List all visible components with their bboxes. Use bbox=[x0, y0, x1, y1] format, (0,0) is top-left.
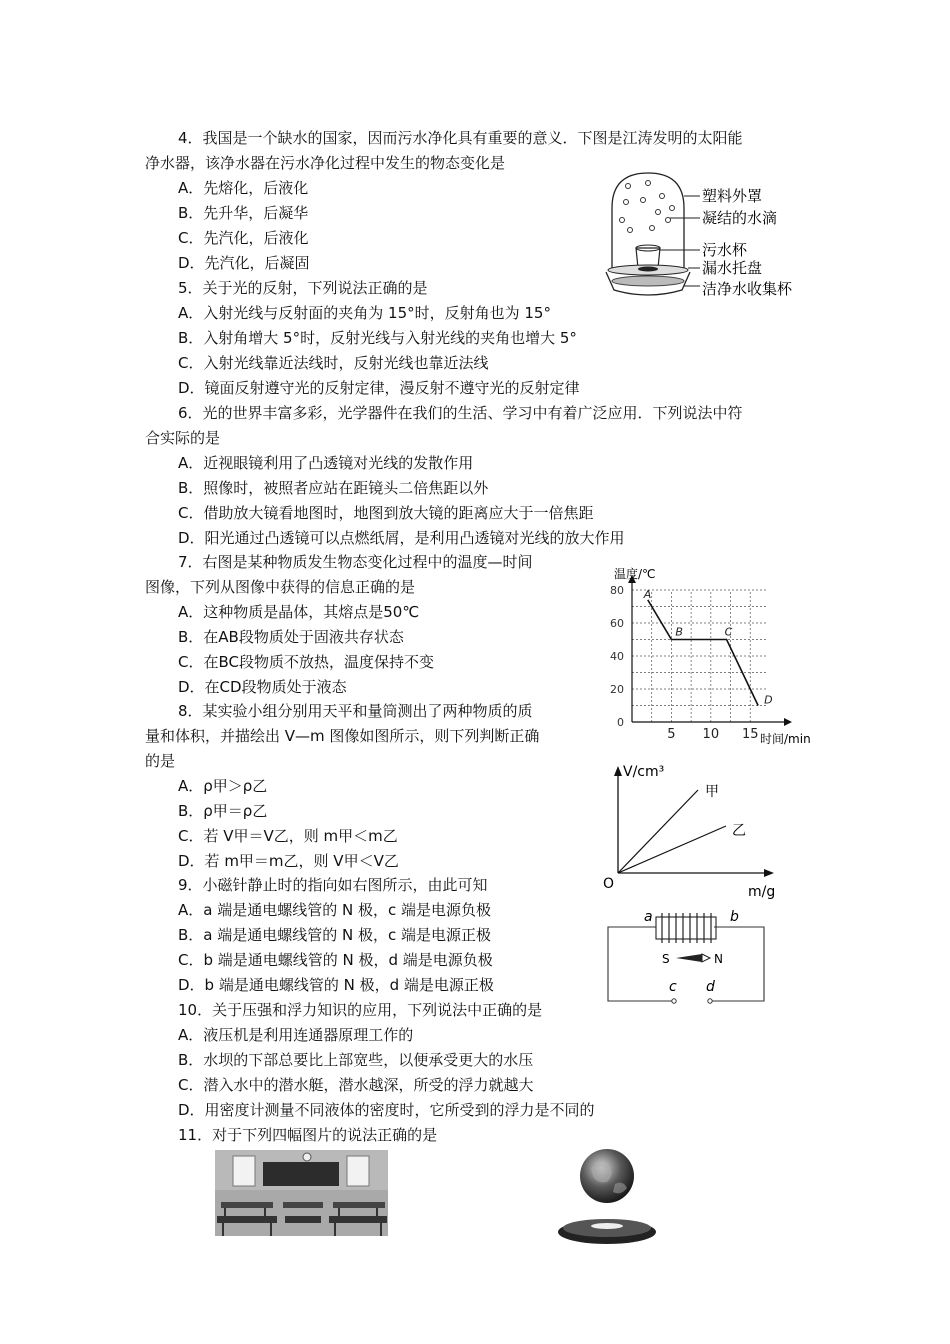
needle-s: S bbox=[662, 952, 670, 966]
q5-stem: 5．关于光的反射，下列说法正确的是 bbox=[178, 279, 428, 297]
temperature-time-chart bbox=[600, 560, 815, 750]
q10-option-a: A．液压机是利用连通器原理工作的 bbox=[178, 1026, 414, 1044]
q9-stem: 9．小磁针静止时的指向如右图所示，由此可知 bbox=[178, 876, 488, 894]
x-axis-arrow bbox=[784, 718, 792, 726]
label-dirty-water-cup: 污水杯 bbox=[702, 241, 748, 259]
vm-xlabel: m/g bbox=[748, 884, 776, 900]
temperature-curve bbox=[648, 600, 758, 706]
q7-option-b: B．在AB段物质处于固液共存状态 bbox=[178, 628, 404, 646]
q4-option-a: A．先熔化，后液化 bbox=[178, 179, 309, 197]
q10-stem: 10．关于压强和浮力知识的应用，下列说法中正确的是 bbox=[178, 1001, 543, 1019]
q10-option-d: D．用密度计测量不同液体的密度时，它所受到的浮力是不同的 bbox=[178, 1101, 595, 1119]
q5-option-b: B．入射角增大 5°时，反射光线与入射光线的夹角也增大 5° bbox=[178, 329, 577, 347]
solenoid-end-b: b bbox=[730, 909, 739, 925]
label-clean-water-cup: 洁净水收集杯 bbox=[702, 280, 793, 298]
q4-option-d: D．先汽化，后凝固 bbox=[178, 254, 310, 272]
q7-option-c: C．在BC段物质不放热，温度保持不变 bbox=[178, 653, 434, 671]
chart-ylabel: 温度/℃ bbox=[614, 567, 656, 581]
q8-stem-line1: 8．某实验小组分别用天平和量筒测出了两种物质的质 bbox=[178, 702, 533, 720]
q7-stem-line2: 图像，下列从图像中获得的信息正确的是 bbox=[145, 578, 416, 596]
q8-option-d: D．若 m甲＝m乙，则 V甲＜V乙 bbox=[178, 852, 399, 870]
terminal-c: c bbox=[669, 979, 677, 995]
y-tick-label: 0 bbox=[617, 716, 624, 729]
q9-option-d: D．b 端是通电螺线管的 N 极，d 端是电源正极 bbox=[178, 976, 494, 994]
y-tick-label: 60 bbox=[610, 617, 624, 630]
q6-option-a: A．近视眼镜利用了凸透镜对光线的发散作用 bbox=[178, 454, 474, 472]
q6-option-b: B．照像时，被照者应站在距镜头二倍焦距以外 bbox=[178, 479, 489, 497]
q9-option-c: C．b 端是通电螺线管的 N 极，d 端是电源负极 bbox=[178, 951, 493, 969]
q6-option-c: C．借助放大镜看地图时，地图到放大镜的距离应大于一倍焦距 bbox=[178, 504, 594, 522]
q11-stem: 11．对于下列四幅图片的说法正确的是 bbox=[178, 1126, 438, 1144]
x-tick-label: 15 bbox=[741, 727, 759, 742]
vm-origin: O bbox=[603, 876, 615, 892]
point-label-a: A bbox=[643, 587, 652, 601]
x-tick-label: 5 bbox=[667, 727, 676, 742]
q10-option-c: C．潜入水中的潜水艇，潜水越深，所受的浮力就越大 bbox=[178, 1076, 534, 1094]
water-purifier-figure bbox=[600, 168, 810, 303]
q5-option-d: D．镜面反射遵守光的反射定律，漫反射不遵守光的反射定律 bbox=[178, 379, 580, 397]
point-label-c: C bbox=[724, 625, 733, 639]
y-tick-label: 20 bbox=[610, 683, 624, 696]
terminal-d: d bbox=[706, 979, 715, 995]
chart-xlabel: 时间/min bbox=[760, 732, 811, 746]
q4-option-c: C．先汽化，后液化 bbox=[178, 229, 309, 247]
vm-line-jia: 甲 bbox=[705, 784, 719, 800]
y-tick-label: 80 bbox=[610, 584, 624, 597]
q4-stem-line1: 4．我国是一个缺水的国家，因而污水净化具有重要的意义．下图是江涛发明的太阳能 bbox=[178, 129, 743, 147]
q8-option-c: C．若 V甲＝V乙，则 m甲＜m乙 bbox=[178, 827, 398, 845]
q10-option-b: B．水坝的下部总要比上部宽些，以便承受更大的水压 bbox=[178, 1051, 534, 1069]
q6-stem-line2: 合实际的是 bbox=[145, 429, 221, 447]
q9-option-a: A．a 端是通电螺线管的 N 极，c 端是电源负极 bbox=[178, 901, 491, 919]
q8-stem-line3: 的是 bbox=[145, 752, 176, 770]
q6-stem-line1: 6．光的世界丰富多彩，光学器件在我们的生活、学习中有着广泛应用．下列说法中符 bbox=[178, 404, 743, 422]
vm-line-yi: 乙 bbox=[732, 823, 746, 839]
solenoid-circuit-figure bbox=[604, 905, 770, 1005]
q7-option-d: D．在CD段物质处于液态 bbox=[178, 678, 347, 696]
volume-mass-graph bbox=[598, 758, 788, 903]
q8-stem-line2: 量和体积，并描绘出 V—m 图像如图所示，则下列判断正确 bbox=[145, 727, 540, 745]
q7-option-a: A．这种物质是晶体，其熔点是50℃ bbox=[178, 603, 420, 621]
q5-option-a: A．入射光线与反射面的夹角为 15°时，反射角也为 15° bbox=[178, 304, 551, 322]
q4-option-b: B．先升华，后凝华 bbox=[178, 204, 309, 222]
q7-stem-line1: 7．右图是某种物质发生物态变化过程中的温度—时间 bbox=[178, 553, 533, 571]
q8-option-b: B．ρ甲＝ρ乙 bbox=[178, 802, 268, 820]
q6-option-d: D．阳光通过凸透镜可以点燃纸屑，是利用凸透镜对光线的放大作用 bbox=[178, 529, 625, 547]
x-tick-label: 10 bbox=[702, 727, 720, 742]
q4-stem-line2: 净水器，该净水器在污水净化过程中发生的物态变化是 bbox=[145, 154, 506, 172]
q5-option-c: C．入射光线靠近法线时，反射光线也靠近法线 bbox=[178, 354, 489, 372]
y-tick-label: 40 bbox=[610, 650, 624, 663]
classroom-photo bbox=[215, 1150, 388, 1236]
q9-option-b: B．a 端是通电螺线管的 N 极，c 端是电源正极 bbox=[178, 926, 492, 944]
label-plastic-cover: 塑料外罩 bbox=[702, 187, 763, 205]
needle-n: N bbox=[714, 952, 723, 966]
point-label-b: B bbox=[675, 625, 683, 639]
vm-ylabel: V/cm³ bbox=[623, 764, 665, 780]
point-label-d: D bbox=[764, 693, 773, 707]
label-condensed-drops: 凝结的水滴 bbox=[702, 209, 778, 227]
q8-option-a: A．ρ甲＞ρ乙 bbox=[178, 777, 268, 795]
label-drip-tray: 漏水托盘 bbox=[702, 259, 763, 277]
levitating-globe-photo bbox=[555, 1148, 658, 1246]
solenoid-end-a: a bbox=[644, 909, 653, 925]
